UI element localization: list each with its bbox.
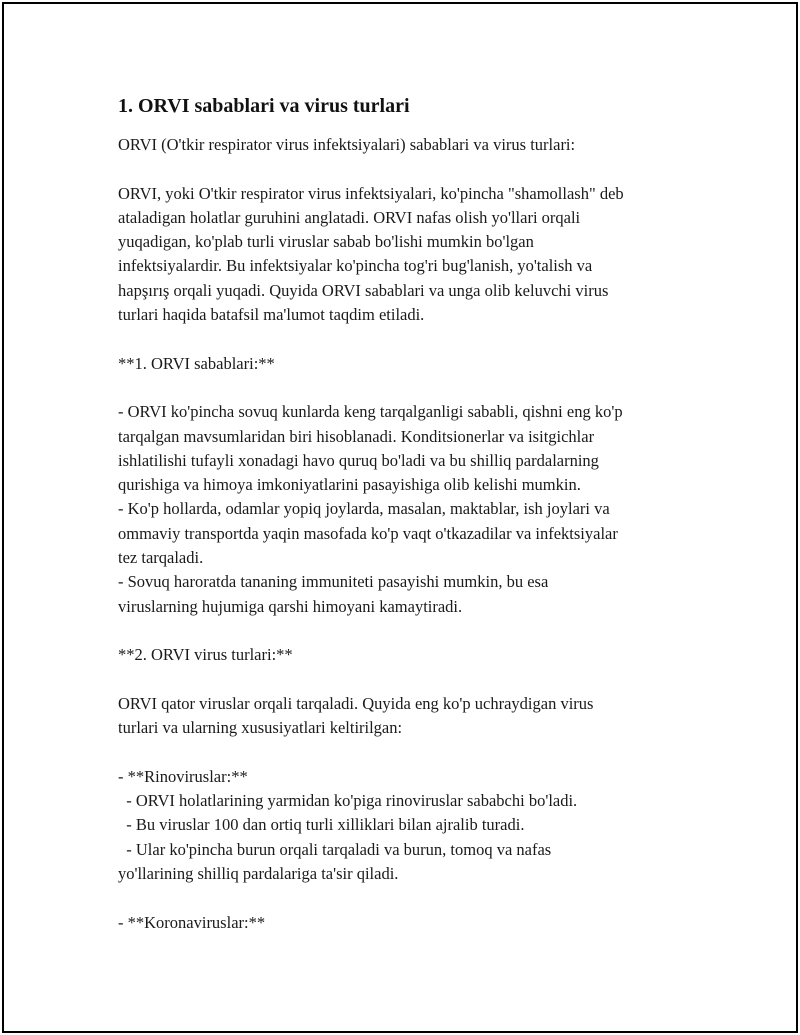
- document-title: 1. ORVI sabablari va virus turlari: [118, 95, 410, 117]
- text-line: turlari haqida batafsil ma'lumot taqdim etiladi.: [118, 305, 425, 325]
- text-line: - Ko'p hollarda, odamlar yopiq joylarda, masalan, maktablar, ish joylari va: [118, 499, 610, 519]
- document-text: [118, 133, 718, 935]
- blank-line: [118, 619, 718, 643]
- text-line: viruslarning hujumiga qarshi himoyani kamaytiradi.: [118, 596, 463, 616]
- text-line: ommaviy transportda yaqin masofada ko'p vaqt o'tkazadilar va infektsiyalar: [118, 523, 618, 543]
- blank-line: [118, 886, 718, 910]
- blank-line: [118, 157, 718, 181]
- text-line: yuqadigan, ko'plab turli viruslar sabab bo'lishi mumkin bo'lgan: [118, 232, 534, 252]
- blank-line: [118, 327, 718, 351]
- text-line: ORVI qator viruslar orqali tarqaladi. Quyida eng ko'p uchraydigan virus: [118, 693, 594, 713]
- section-heading: **1. ORVI sabablari:**: [118, 353, 275, 373]
- text-line: qurishiga va himoya imkoniyatlarini pasayishiga olib kelishi mumkin.: [118, 475, 581, 495]
- text-line: ORVI (O'tkir respirator virus infektsiyalari) sabablari va virus turlari:: [118, 135, 576, 154]
- list-heading: - **Rinoviruslar:**: [118, 766, 248, 786]
- blank-line: [118, 668, 718, 692]
- text-line: - Sovuq haroratda tananing immuniteti pasayishi mumkin, bu esa: [118, 572, 549, 592]
- text-line: turlari va ularning xususiyatlari keltirilgan:: [118, 718, 403, 738]
- text-line: ORVI, yoki O'tkir respirator virus infektsiyalari, ko'pincha "shamollash" deb: [118, 183, 624, 203]
- text-line: infektsiyalardir. Bu infektsiyalar ko'pincha tog'ri bug'lanish, yo'talish va: [118, 256, 593, 276]
- text-line: yo'llarining shilliq pardalariga ta'sir qiladi.: [118, 863, 399, 883]
- list-heading: - **Koronaviruslar:**: [118, 912, 266, 932]
- blank-line: [118, 376, 718, 400]
- text-line: tarqalgan mavsumlaridan biri hisoblanadi. Konditsionerlar va isitgichlar: [118, 426, 595, 446]
- text-line: - ORVI ko'pincha sovuq kunlarda keng tarqalganligi sababli, qishni eng ko'p: [118, 402, 623, 422]
- section-heading: **2. ORVI virus turlari:**: [118, 645, 293, 665]
- list-item: - ORVI holatlarining yarmidan ko'piga rinoviruslar sababchi bo'ladi.: [118, 791, 578, 811]
- text-line: ataladigan holatlar guruhini anglatadi. ORVI nafas olish yo'llari orqali: [118, 207, 581, 227]
- text-line: tez tarqaladi.: [118, 548, 204, 568]
- blank-line: [118, 740, 718, 764]
- list-item: - Ular ko'pincha burun orqali tarqaladi va burun, tomoq va nafas: [118, 839, 552, 859]
- text-line: hapşırış orqali yuqadi. Quyida ORVI sabablari va unga olib keluvchi virus: [118, 280, 609, 300]
- text-line: ishlatilishi tufayli xonadagi havo quruq bo'ladi va bu shilliq pardalarning: [118, 450, 599, 470]
- document-body: [118, 92, 718, 935]
- list-item: - Bu viruslar 100 dan ortiq turli xilliklari bilan ajralib turadi.: [118, 815, 525, 835]
